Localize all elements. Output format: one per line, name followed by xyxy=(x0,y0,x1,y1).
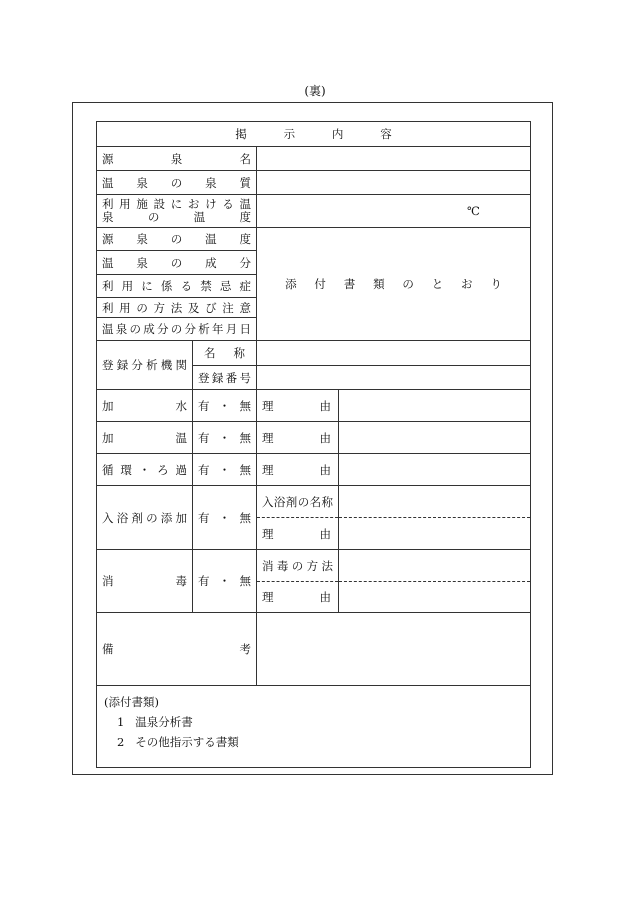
quality-label: 温泉の泉質 xyxy=(97,171,257,195)
disinfection-method-value[interactable] xyxy=(339,550,531,582)
disinfection-yes-no[interactable]: 有・無 xyxy=(193,550,257,613)
bath-agent-name-label: 入浴剤の名称 xyxy=(257,486,339,518)
agency-label: 登録分析機関 xyxy=(97,341,193,390)
heating-label: 加温 xyxy=(97,422,193,454)
celsius-unit: ℃ xyxy=(467,204,480,218)
facility-temp-value[interactable] xyxy=(257,195,531,228)
disinfection-label: 消毒 xyxy=(97,550,193,613)
water-reason-value[interactable] xyxy=(339,390,531,422)
heating-reason-label: 理由 xyxy=(257,422,339,454)
agency-number-value[interactable] xyxy=(257,366,531,390)
disinfection-method-label: 消毒の方法 xyxy=(257,550,339,582)
form-title xyxy=(97,122,531,147)
disinfection-reason-value[interactable] xyxy=(339,582,531,613)
water-yes-no[interactable]: 有・無 xyxy=(193,390,257,422)
page-heading: (裏) xyxy=(304,84,326,98)
remarks-value[interactable] xyxy=(257,613,531,686)
agency-number-label: 登録番号 xyxy=(193,366,257,390)
source-name-value[interactable] xyxy=(257,147,531,171)
bath-agent-reason-value[interactable] xyxy=(339,518,531,550)
components-label: 温泉の成分 xyxy=(97,251,257,275)
bath-agent-yes-no[interactable]: 有・無 xyxy=(193,486,257,550)
attached-note-text: 添付書類のとおり xyxy=(285,277,520,291)
source-name-label: 源泉名 xyxy=(97,147,257,171)
heating-yes-no[interactable]: 有・無 xyxy=(193,422,257,454)
bath-agent-reason-label: 理由 xyxy=(257,518,339,550)
circulation-yes-no[interactable]: 有・無 xyxy=(193,454,257,486)
facility-temp-label: 利用施設における温 泉の温度 xyxy=(97,195,257,228)
attachment-item-1: 1 温泉分析書 xyxy=(117,715,193,729)
circulation-label: 循環・ろ過 xyxy=(97,454,193,486)
circulation-reason-value[interactable] xyxy=(339,454,531,486)
circulation-reason-label: 理由 xyxy=(257,454,339,486)
water-reason-label: 理由 xyxy=(257,390,339,422)
water-label: 加水 xyxy=(97,390,193,422)
form-title-text: 掲示内容 xyxy=(235,127,429,141)
bath-agent-label: 入浴剤の添加 xyxy=(97,486,193,550)
bath-agent-name-value[interactable] xyxy=(339,486,531,518)
usage-label: 利用の方法及び注意 xyxy=(97,298,257,318)
heating-reason-value[interactable] xyxy=(339,422,531,454)
agency-name-label: 名称 xyxy=(193,341,257,366)
posting-form xyxy=(96,121,531,768)
quality-value[interactable] xyxy=(257,171,531,195)
disinfection-reason-label: 理由 xyxy=(257,582,339,613)
attachment-item-2: 2 その他指示する書類 xyxy=(117,735,239,749)
agency-name-value[interactable] xyxy=(257,341,531,366)
source-temp-label: 源泉の温度 xyxy=(97,228,257,251)
attachments-cell xyxy=(97,686,531,768)
remarks-label: 備考 xyxy=(97,613,257,686)
attached-note-cell xyxy=(257,228,531,341)
contraindications-label: 利用に係る禁忌症 xyxy=(97,275,257,298)
analysis-date-label: 温泉の成分の分析年月日 xyxy=(97,318,257,341)
attachments-heading: (添付書類) xyxy=(104,695,159,709)
